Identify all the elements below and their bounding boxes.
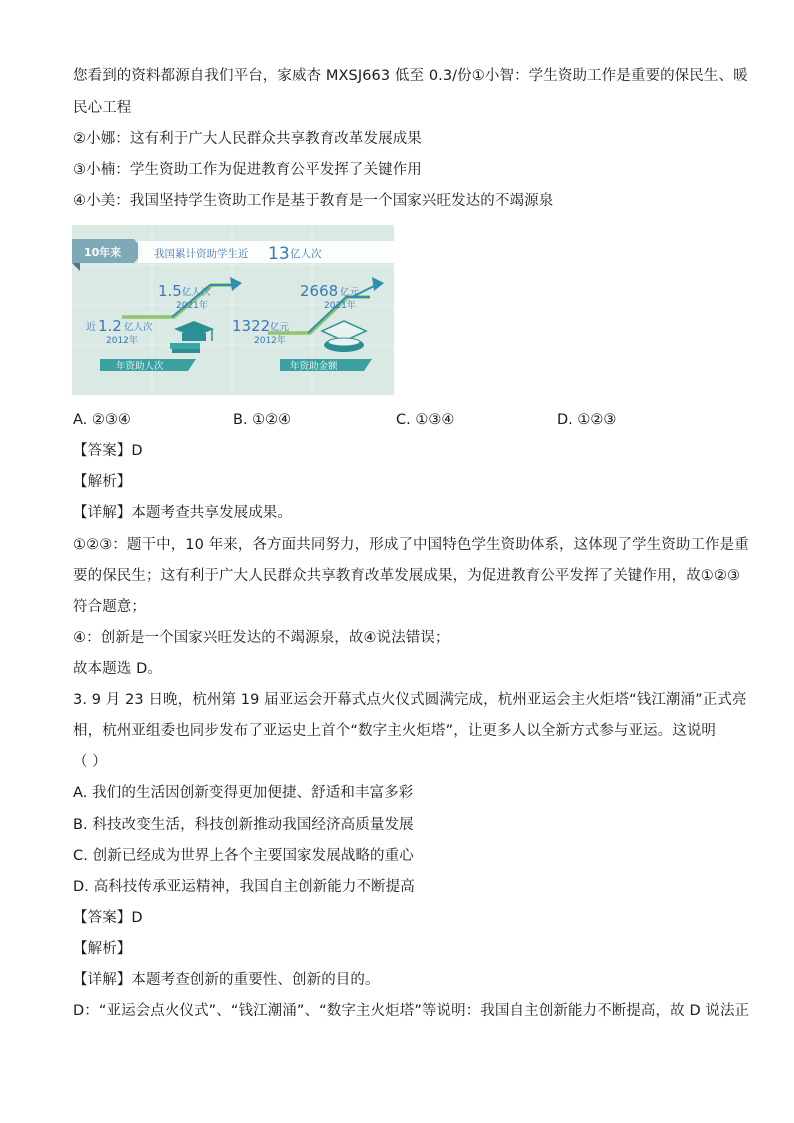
option-b: B. ①②④	[233, 412, 292, 428]
option-c: C. ①③④	[396, 412, 455, 428]
left-top-unit: 亿人次	[182, 287, 211, 298]
headline-tag: 10年来	[84, 246, 122, 259]
right-caption: 年资助金额	[290, 361, 338, 372]
option-line: ③小楠：学生资助工作为促进教育公平发挥了关键作用	[73, 162, 422, 178]
left-bottom-value: 1.2	[98, 317, 122, 335]
analysis-label: 【解析】	[73, 941, 132, 957]
student-aid-infographic	[72, 225, 394, 395]
option-c: C. 创新已经成为世界上各个主要国家发展战略的重心	[73, 848, 414, 864]
text-line: 民心工程	[73, 100, 132, 116]
analysis-label: 【解析】	[73, 474, 132, 490]
answer-label: 【答案】D	[73, 910, 143, 926]
left-bottom-prefix: 近	[86, 322, 96, 333]
option-b: B. 科技改变生活，科技创新推动我国经济高质量发展	[73, 817, 414, 833]
left-caption: 年资助人次	[116, 361, 164, 372]
left-top-year: 2021年	[176, 301, 208, 311]
right-bottom-year: 2012年	[254, 336, 286, 346]
left-bottom-year: 2012年	[106, 336, 138, 346]
left-top-value: 1.5	[158, 282, 182, 300]
explanation-line: ①②③：题干中，10 年来，各方面共同努力，形成了中国特色学生资助体系，这体现了学生资助工作是重	[73, 537, 749, 553]
explanation-line: D：“亚运会点火仪式”、“钱江潮涌”、“数字主火炬塔”等说明：我国自主创新能力不断提高，故 D 说法正	[73, 1003, 750, 1019]
right-top-value: 2668	[300, 282, 339, 300]
option-a: A. ②③④	[73, 412, 131, 428]
right-top-unit: 亿元	[340, 287, 360, 298]
left-bottom-unit: 亿人次	[124, 322, 153, 333]
headline-number: 13	[268, 244, 290, 264]
question-stem: 3. 9 月 23 日晚，杭州第 19 届亚运会开幕式点火仪式圆满完成，杭州亚运会主火炬塔“钱江潮涌”正式亮	[73, 692, 747, 708]
option-d: D. ①②③	[557, 412, 617, 428]
question-bracket: （ ）	[73, 754, 107, 770]
headline-suffix: 亿人次	[290, 248, 322, 260]
right-top-year: 2021年	[324, 301, 356, 311]
option-d: D. 高科技传承亚运精神，我国自主创新能力不断提高	[73, 879, 415, 895]
option-line: ②小娜：这有利于广大人民群众共享教育改革发展成果	[73, 131, 422, 147]
right-bottom-unit: 亿元	[270, 322, 290, 333]
answer-label: 【答案】D	[73, 443, 143, 459]
detail-line: 【详解】本题考查创新的重要性、创新的目的。	[73, 972, 380, 988]
headline-prefix: 我国累计资助学生近	[154, 248, 249, 260]
option-a: A. 我们的生活因创新变得更加便捷、舒适和丰富多彩	[73, 785, 414, 801]
option-line: ④小美：我国坚持学生资助工作是基于教育是一个国家兴旺发达的不竭源泉	[73, 193, 554, 209]
right-bottom-value: 1322	[232, 317, 271, 335]
explanation-line: ④：创新是一个国家兴旺发达的不竭源泉，故④说法错误；	[73, 630, 450, 646]
conclusion-line: 故本题选 D。	[73, 661, 162, 677]
question-stem: 相，杭州亚组委也同步发布了亚运史上首个“数字主火炬塔”，让更多人以全新方式参与亚运。这说明	[73, 723, 717, 739]
text-line: 您看到的资料都源自我们平台，家威杏 MXSJ663 低至 0.3/份①小智：学生资助工作是重要的保民生、暖	[73, 68, 748, 84]
explanation-line: 要的保民生；这有利于广大人民群众共享教育改革发展成果，为促进教育公平发挥了关键作用，故①②③	[73, 568, 741, 584]
detail-line: 【详解】本题考查共享发展成果。	[73, 505, 292, 521]
explanation-line: 符合题意；	[73, 599, 146, 615]
